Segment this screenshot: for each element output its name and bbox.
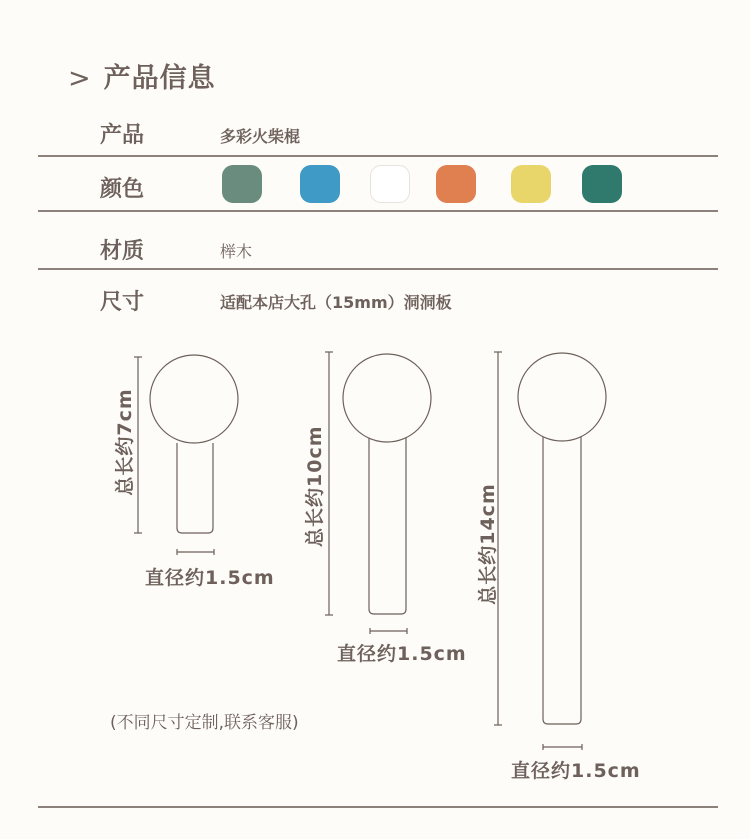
material-value: 榉木 <box>220 242 253 261</box>
section-title-text: 产品信息 <box>103 63 216 94</box>
stick-diameter-label: 直径约1.5cm <box>511 760 641 782</box>
stick-diameter-label: 直径约1.5cm <box>337 643 467 665</box>
product-label: 产品 <box>100 123 145 148</box>
stick-length-label: 总长约7cm <box>114 388 136 496</box>
stick-head <box>343 354 431 442</box>
divider <box>38 806 718 808</box>
stick-head <box>150 355 238 443</box>
stick-length-label: 总长约10cm <box>304 425 326 547</box>
stick-handle <box>177 443 213 533</box>
stick-illustration-14cm <box>494 352 606 750</box>
stick-head <box>518 353 606 441</box>
size-label: 尺寸 <box>100 290 145 315</box>
color-label: 颜色 <box>100 177 145 202</box>
stick-handle <box>369 437 406 614</box>
stick-handle <box>543 437 581 724</box>
stick-illustration-10cm <box>325 352 431 634</box>
stick-diameter-label: 直径约1.5cm <box>145 567 275 589</box>
material-label: 材质 <box>100 239 145 264</box>
custom-size-note: (不同尺寸定制,联系客服) <box>110 713 299 733</box>
stick-illustration-7cm <box>134 355 238 555</box>
stick-length-label: 总长约14cm <box>477 483 499 605</box>
chevron-right-icon: > <box>68 63 92 94</box>
product-value: 多彩火柴棍 <box>220 127 301 146</box>
size-value: 适配本店大孔（15mm）洞洞板 <box>220 293 452 312</box>
